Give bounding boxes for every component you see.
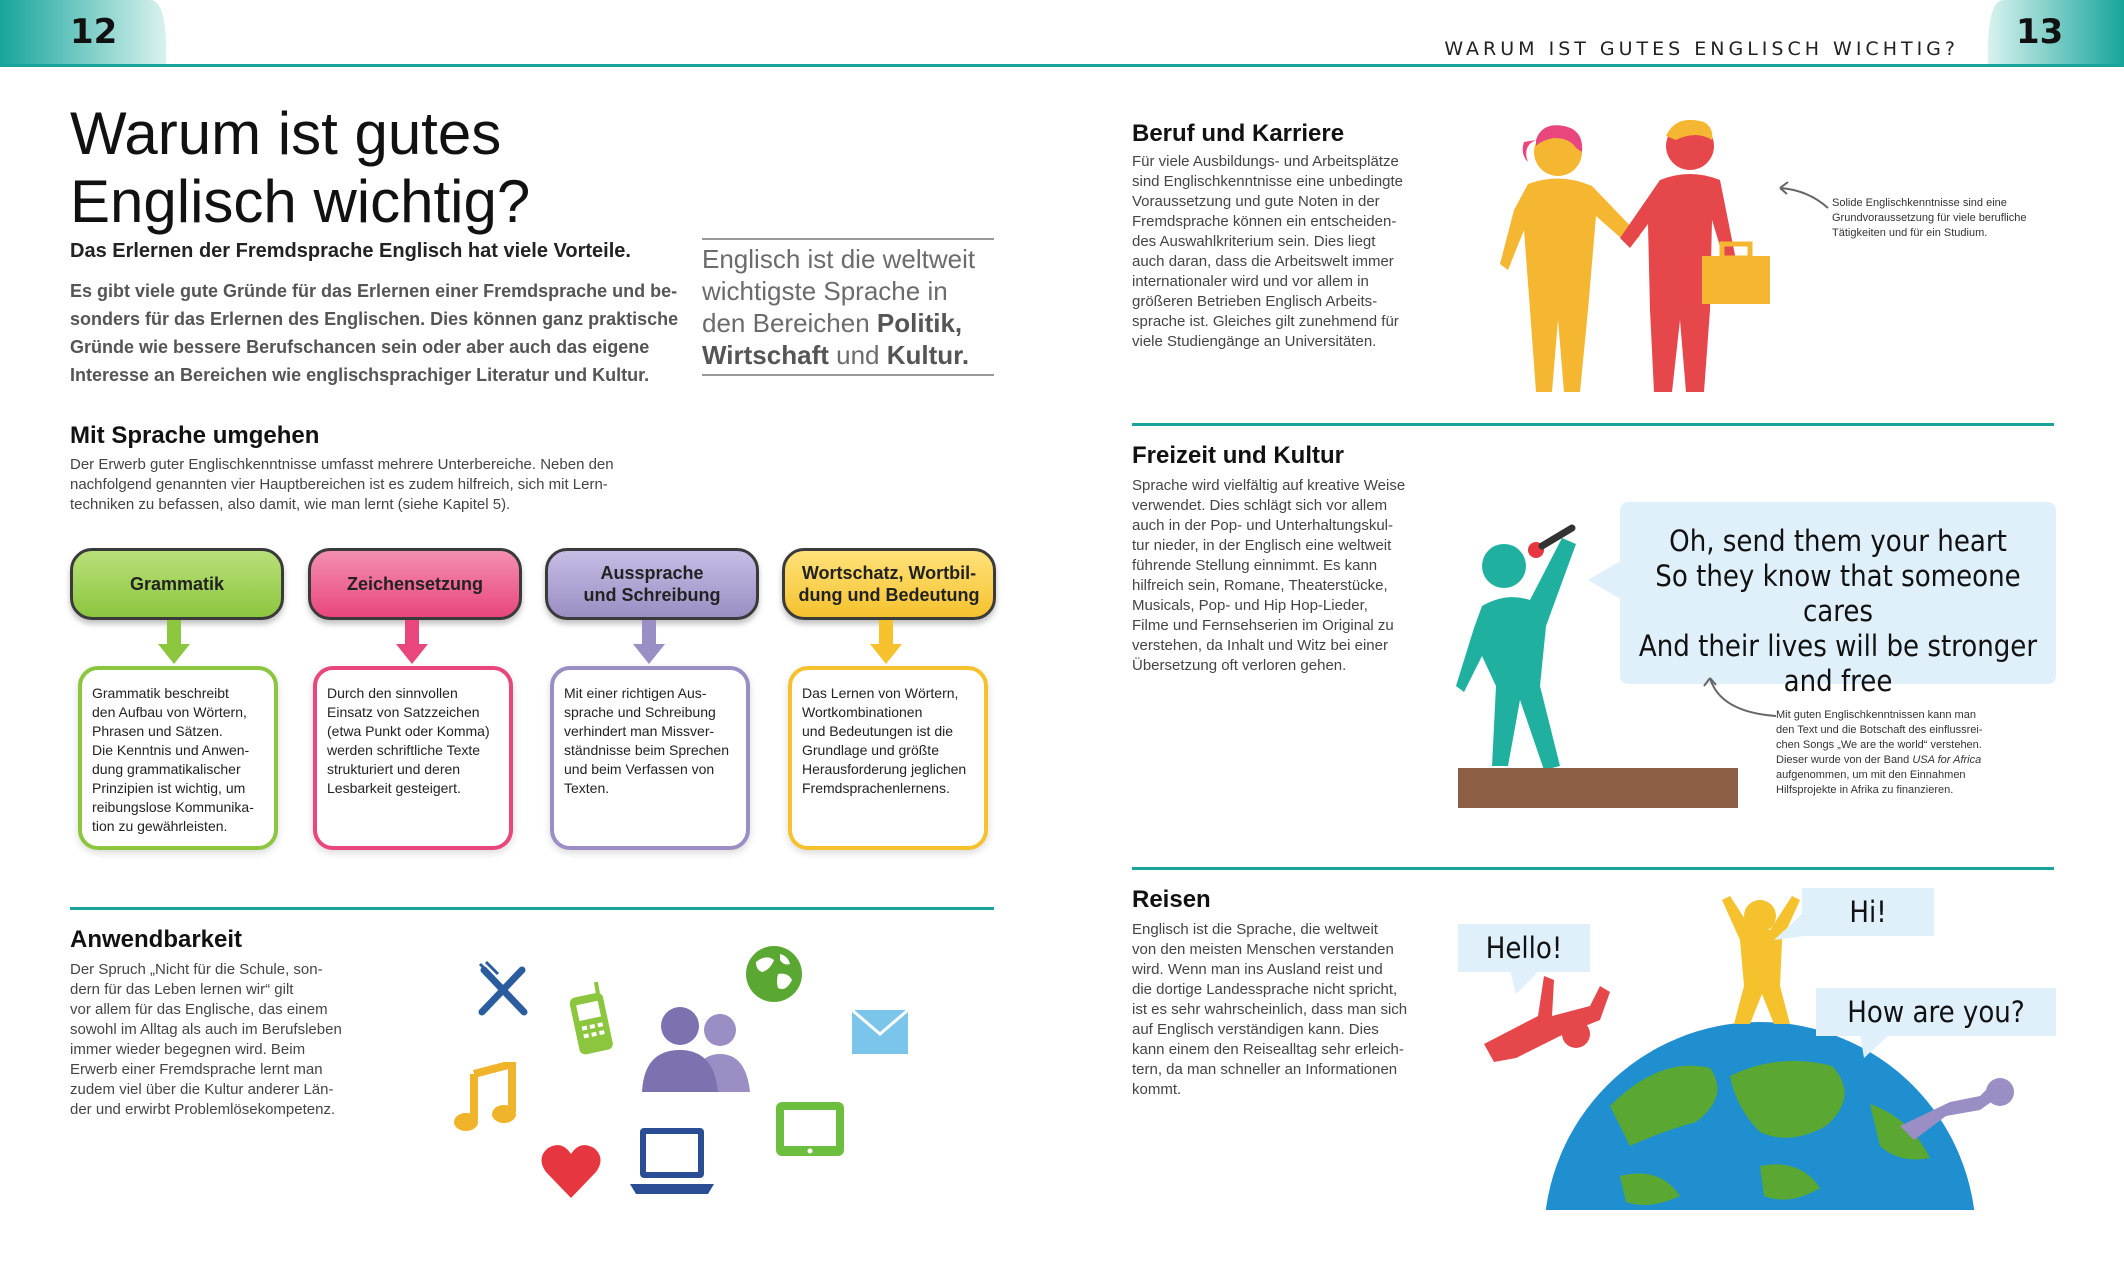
freizeit-caption: Mit guten Englischkenntnissen kann man den Text und die Botschaft des einflussrei- chen Songs „We are the world“ verstehen. Dieser wurde von der Band USA for Africa aufgenommen, um mit den Einnahmen Hilfsprojekte in Afrika zu finanzieren.: [1776, 709, 1983, 796]
section-heading-reisen: Reisen: [1132, 886, 1211, 913]
pull-quote: Englisch ist die weltweit wichtigste Sprache in den Bereichen Politik, Wirtschaft und Kultur.: [702, 244, 976, 370]
speech-bubble-hi: Hi!: [1802, 888, 1934, 936]
left-page-number: 12: [70, 12, 118, 52]
speech-bubble-hello: Hello!: [1458, 924, 1590, 972]
lyrics-bubble-tail: [1588, 560, 1622, 600]
reisen-text: Englisch ist die Sprache, die weltweit von den meisten Menschen verstanden wird. Wenn man ins Ausland reist und die dortige Landessprache nicht spricht, ist es sehr wahrscheinlich, dass man sich auf Englisch verständigen kann. Dies kann einem den Reisealltag sehr erleich- tern, da man schneller an Informationen kommt.: [1132, 921, 1408, 1098]
header-rule-right: [1062, 64, 2124, 67]
cutlery-icon: [474, 960, 534, 1020]
pill-zeichensetzung: Zeichensetzung: [308, 548, 522, 620]
speech-bubble-hi-tail: [1774, 912, 1804, 940]
intro-paragraph: Es gibt viele gute Gründe für das Erlernen einer Fremdsprache und be- sonders für das Erlernen des Englischen. Dies können ganz praktische Gründe wie bessere Berufschancen sein oder aber auch das eigene Interesse an Bereichen wie englischsprachiger Literatur und Kultur.: [70, 281, 679, 385]
beruf-caption: Solide Englischkenntnisse sind eine Grundvoraussetzung für viele berufliche Tätigkeiten und für ein Studium.: [1832, 197, 2027, 239]
arrow-wortschatz: [879, 620, 893, 648]
section-heading-mit-sprache: Mit Sprache umgehen: [70, 422, 320, 449]
pill-wortschatz: Wortschatz, Wortbil- dung und Bedeutung: [782, 548, 996, 620]
arrow-grammatik: [167, 620, 181, 648]
section-rule-beruf: [1132, 423, 2054, 426]
right-page-number: 13: [2016, 12, 2064, 52]
globe-icon: [744, 944, 804, 1004]
caption-pointer-beruf: [1772, 180, 1832, 210]
arrow-aussprache: [642, 620, 656, 648]
heart-icon: [540, 1142, 602, 1200]
card-zeichensetzung: Durch den sinnvollen Einsatz von Satzzeichen (etwa Punkt oder Komma) werden schriftliche Texte strukturiert und deren Lesbarkeit gesteigert.: [313, 666, 513, 850]
section-heading-anwendbarkeit: Anwendbarkeit: [70, 926, 243, 953]
section-heading-beruf: Beruf und Karriere: [1132, 120, 1345, 147]
music-note-icon: [454, 1062, 516, 1132]
speech-bubble-how-are-you-tail: [1860, 1034, 1890, 1058]
freizeit-text: Sprache wird vielfältig auf kreative Weise verwendet. Dies schlägt sich vor allem auch in der Pop- und Unterhaltungskul- tur nieder, in der Englisch eine weltweit führende Stellung einnimmt. Es kann hilfreich sein, Romane, Theaterstücke, Musicals, Pop- und Hip Hop-Lieder, Filme und Fernsehserien im Original zu verstehen, da Inhalt und Witz bei einer Übersetzung oft verloren gehen.: [1132, 477, 1406, 674]
handshake-illustration: [1500, 120, 1780, 400]
card-grammatik: Grammatik beschreibt den Aufbau von Wörtern, Phrasen und Sätzen. Die Kenntnis und Anwen- dung grammatikalischer Prinzipien ist wichtig, um reibungslose Kommunika- tion zu gewährleisten.: [78, 666, 278, 850]
speech-bubble-hello-tail: [1510, 970, 1540, 994]
arrow-zeichensetzung: [405, 620, 419, 648]
page-title: Warum ist gutes Englisch wichtig?: [70, 100, 531, 235]
card-wortschatz: Das Lernen von Wörtern, Wortkombinationen und Bedeutungen ist die Grundlage und größte Herausforderung jeglichen Fremdsprachenlernens.: [788, 666, 988, 850]
beruf-text: Für viele Ausbildungs- und Arbeitsplätze sind Englischkenntnisse eine unbedingte Voraussetzung und gute Noten in der Fremdsprache können ein entscheiden- des Auswahlkriterium sein. Dies liegt auch daran, dass die Arbeitswelt immer internationaler wird und vor allem in größeren Betrieben Englisch Arbeits- sprache ist. Gleiches gilt zunehmend für viele Studiengänge an Universitäten.: [1132, 153, 1404, 350]
header-rule-left: [0, 64, 1062, 67]
pill-aussprache: Aussprache und Schreibung: [545, 548, 759, 620]
lead-text: Das Erlernen der Fremdsprache Englisch hat viele Vorteile.: [70, 240, 631, 262]
laptop-icon: [630, 1128, 714, 1198]
section-heading-freizeit: Freizeit und Kultur: [1132, 442, 1344, 469]
running-title: WARUM IST GUTES ENGLISCH WICHTIG?: [1444, 38, 1959, 60]
quote-rule-bottom: [702, 374, 994, 376]
mit-sprache-text: Der Erwerb guter Englischkenntnisse umfasst mehrere Unterbereiche. Neben den nachfolgend genannten vier Hauptbereichen ist es zudem hilfreich, sich mit Lern- techniken zu befassen, also damit, wie man lernt (siehe Kapitel 5).: [70, 456, 614, 513]
people-icon: [640, 1006, 756, 1092]
pill-grammatik: Grammatik: [70, 548, 284, 620]
section-rule-left: [70, 907, 994, 910]
tablet-icon: [776, 1102, 844, 1156]
card-aussprache: Mit einer richtigen Aus- sprache und Schreibung verhindert man Missver- ständnisse beim Sprechen und beim Verfassen von Texten.: [550, 666, 750, 850]
caption-pointer-freizeit: [1700, 672, 1780, 720]
anwendbarkeit-text: Der Spruch „Nicht für die Schule, son- dern für das Leben lernen wir“ gilt vor allem für das Englische, das einem sowohl im Alltag als auch im Berufsleben immer wieder begegnen wird. Beim Erwerb einer Fremdsprache lernt man zudem viel über die Kultur anderer Län- der und erwirbt Problemlösekompetenz.: [70, 961, 342, 1118]
speech-bubble-how-are-you: How are you?: [1816, 988, 2056, 1036]
lyrics-bubble: Oh, send them your heart So they know that someone cares And their lives will be stronger and free: [1620, 502, 2056, 684]
phone-icon: [568, 982, 620, 1056]
section-rule-freizeit: [1132, 867, 2054, 870]
mail-icon: [852, 1010, 908, 1054]
quote-rule-top: [702, 238, 994, 240]
